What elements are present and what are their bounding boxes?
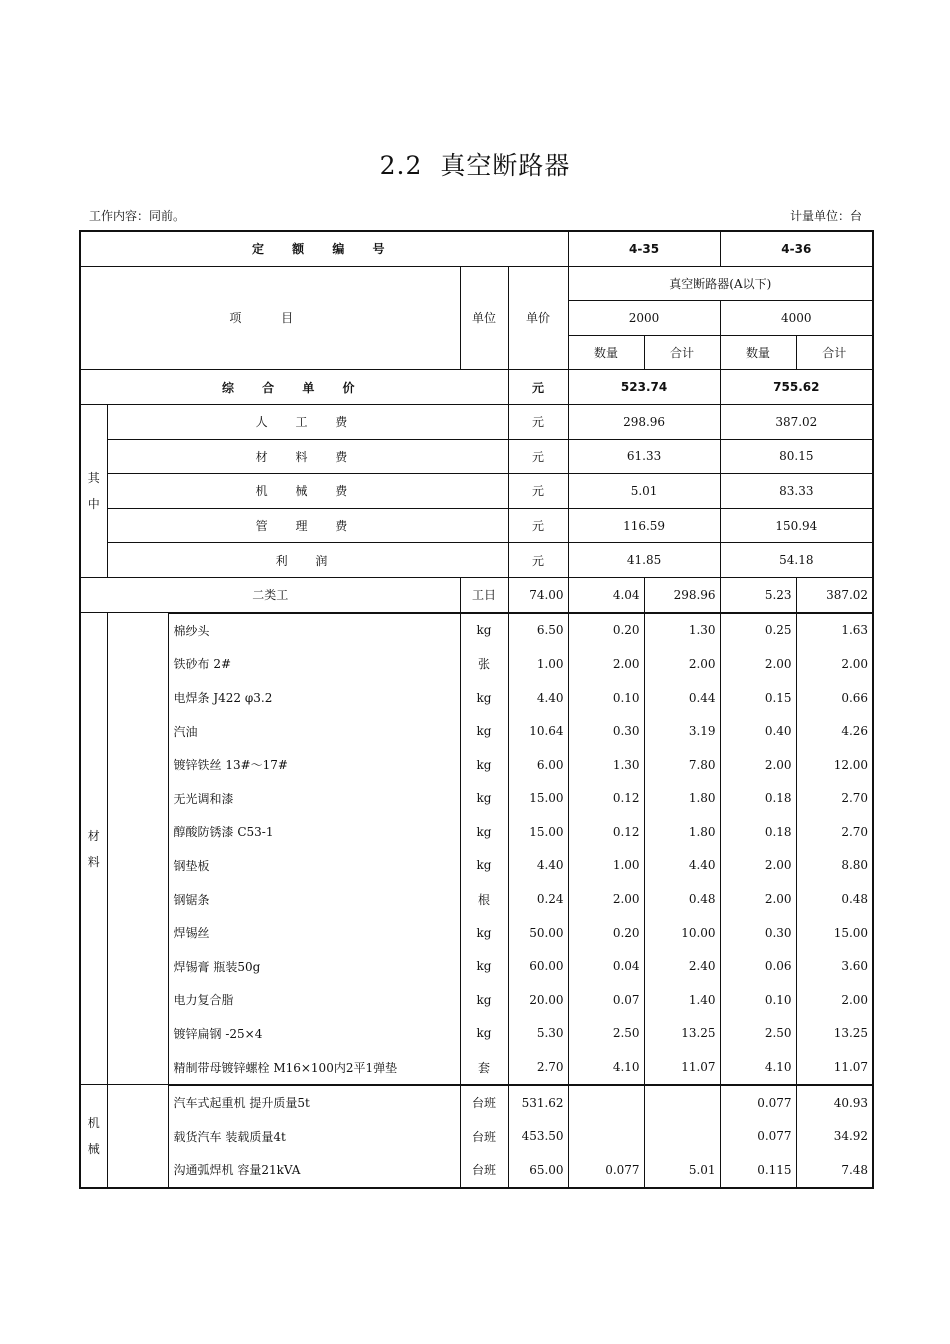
material-unit: kg (460, 1017, 508, 1051)
machinery-total-1 (644, 1119, 720, 1153)
machinery-row (80, 1153, 873, 1188)
material-total-1: 11.07 (644, 1050, 720, 1085)
page-title (0, 146, 950, 182)
section-number: 2.2 (379, 151, 423, 180)
material-qty-1: 0.07 (568, 983, 644, 1017)
material-qty-2: 0.10 (720, 983, 796, 1017)
material-row (80, 714, 873, 748)
material-price: 50.00 (508, 916, 568, 950)
material-total-1: 10.00 (644, 916, 720, 950)
breakdown-value-1: 116.59 (568, 508, 720, 543)
material-price: 15.00 (508, 782, 568, 816)
material-total-1: 4.40 (644, 849, 720, 883)
breakdown-name: 利 润 (107, 543, 508, 578)
material-unit: kg (460, 782, 508, 816)
material-qty-1: 4.10 (568, 1050, 644, 1085)
material-qty-2: 0.18 (720, 782, 796, 816)
breakdown-name: 材 料 费 (107, 439, 508, 474)
work-content: 工作内容：同前。 (89, 209, 186, 223)
material-row (80, 916, 873, 950)
labor-qty-2: 5.23 (720, 577, 796, 612)
material-qty-1: 1.00 (568, 849, 644, 883)
summary-row (80, 370, 873, 405)
category-label: 真空断路器(A以下) (568, 266, 873, 301)
material-total-1: 13.25 (644, 1017, 720, 1051)
material-qty-1: 0.12 (568, 782, 644, 816)
machinery-total-1: 5.01 (644, 1153, 720, 1188)
breakdown-value-1: 41.85 (568, 543, 720, 578)
material-price: 10.64 (508, 714, 568, 748)
material-qty-2: 2.50 (720, 1017, 796, 1051)
material-total-2: 12.00 (796, 748, 873, 782)
material-qty-2: 0.15 (720, 681, 796, 715)
breakdown-value-2: 387.02 (720, 404, 873, 439)
material-name: 汽油 (168, 714, 460, 748)
material-group-label: 材料 (80, 613, 107, 1085)
material-qty-1: 2.50 (568, 1017, 644, 1051)
material-qty-2: 0.30 (720, 916, 796, 950)
material-total-2: 11.07 (796, 1050, 873, 1085)
machinery-group-label: 机械 (80, 1085, 107, 1188)
material-qty-2: 0.25 (720, 613, 796, 648)
material-total-2: 3.60 (796, 949, 873, 983)
material-unit: 套 (460, 1050, 508, 1085)
quota-table (79, 230, 874, 1189)
material-unit: kg (460, 949, 508, 983)
breakdown-unit: 元 (508, 404, 568, 439)
machinery-qty-2: 0.115 (720, 1153, 796, 1188)
machinery-total-2: 34.92 (796, 1119, 873, 1153)
material-row (80, 983, 873, 1017)
item-label: 项 目 (80, 266, 460, 370)
material-qty-2: 0.18 (720, 815, 796, 849)
material-row (80, 782, 873, 816)
material-name: 铁砂布 2# (168, 647, 460, 681)
material-unit: kg (460, 815, 508, 849)
breakdown-value-2: 150.94 (720, 508, 873, 543)
material-total-1: 2.40 (644, 949, 720, 983)
material-qty-1: 0.20 (568, 613, 644, 648)
quota-code-1: 4-35 (568, 231, 720, 266)
breakdown-row (80, 439, 873, 474)
material-price: 5.30 (508, 1017, 568, 1051)
breakdown-unit: 元 (508, 508, 568, 543)
material-total-2: 4.26 (796, 714, 873, 748)
labor-qty-1: 4.04 (568, 577, 644, 612)
total-label-1: 合计 (644, 335, 720, 370)
labor-name: 二类工 (80, 577, 460, 612)
machinery-name: 沟通弧焊机 容量21kVA (168, 1153, 460, 1188)
material-row (80, 1017, 873, 1051)
material-name: 无光调和漆 (168, 782, 460, 816)
breakdown-group-label: 其中 (80, 404, 107, 577)
material-name: 钢锯条 (168, 882, 460, 916)
labor-total-1: 298.96 (644, 577, 720, 612)
material-name: 镀锌铁丝 13#～17# (168, 748, 460, 782)
material-row (80, 748, 873, 782)
material-price: 4.40 (508, 681, 568, 715)
labor-price: 74.00 (508, 577, 568, 612)
material-total-1: 7.80 (644, 748, 720, 782)
material-qty-1: 0.10 (568, 681, 644, 715)
labor-row (80, 577, 873, 612)
material-row (80, 849, 873, 883)
breakdown-name: 人 工 费 (107, 404, 508, 439)
material-row (80, 647, 873, 681)
material-total-1: 1.30 (644, 613, 720, 648)
machinery-blank-cell (107, 1085, 168, 1188)
material-qty-1: 2.00 (568, 647, 644, 681)
material-total-2: 0.66 (796, 681, 873, 715)
breakdown-row (80, 474, 873, 509)
machinery-unit: 台班 (460, 1119, 508, 1153)
material-price: 2.70 (508, 1050, 568, 1085)
material-row (80, 815, 873, 849)
breakdown-value-2: 54.18 (720, 543, 873, 578)
material-qty-2: 0.40 (720, 714, 796, 748)
material-total-1: 1.80 (644, 815, 720, 849)
material-total-1: 2.00 (644, 647, 720, 681)
material-price: 20.00 (508, 983, 568, 1017)
material-name: 精制带母镀锌螺栓 M16×100内2平1弹垫 (168, 1050, 460, 1085)
material-total-2: 15.00 (796, 916, 873, 950)
breakdown-unit: 元 (508, 543, 568, 578)
material-total-1: 0.44 (644, 681, 720, 715)
material-qty-2: 2.00 (720, 647, 796, 681)
unit-label: 单位 (460, 266, 508, 370)
material-total-1: 1.80 (644, 782, 720, 816)
material-qty-2: 2.00 (720, 882, 796, 916)
breakdown-value-2: 80.15 (720, 439, 873, 474)
breakdown-value-1: 61.33 (568, 439, 720, 474)
machinery-name: 汽车式起重机 提升质量5t (168, 1085, 460, 1120)
machinery-name: 载货汽车 装载质量4t (168, 1119, 460, 1153)
capacity-1: 2000 (568, 301, 720, 336)
breakdown-unit: 元 (508, 439, 568, 474)
material-qty-2: 2.00 (720, 849, 796, 883)
material-unit: kg (460, 983, 508, 1017)
material-unit: kg (460, 849, 508, 883)
capacity-2: 4000 (720, 301, 873, 336)
machinery-total-2: 40.93 (796, 1085, 873, 1120)
material-unit: kg (460, 681, 508, 715)
section-title: 真空断路器 (440, 151, 571, 180)
material-row (80, 949, 873, 983)
qty-label-2: 数量 (720, 335, 796, 370)
summary-value-2: 755.62 (720, 370, 873, 405)
labor-total-2: 387.02 (796, 577, 873, 612)
material-qty-1: 1.30 (568, 748, 644, 782)
total-label-2: 合计 (796, 335, 873, 370)
header-row-codes (80, 231, 873, 266)
material-total-1: 1.40 (644, 983, 720, 1017)
material-price: 60.00 (508, 949, 568, 983)
material-total-2: 13.25 (796, 1017, 873, 1051)
machinery-price: 65.00 (508, 1153, 568, 1188)
breakdown-value-1: 5.01 (568, 474, 720, 509)
material-qty-1: 0.12 (568, 815, 644, 849)
material-total-1: 0.48 (644, 882, 720, 916)
material-price: 4.40 (508, 849, 568, 883)
machinery-qty-2: 0.077 (720, 1119, 796, 1153)
material-total-1: 3.19 (644, 714, 720, 748)
breakdown-row (80, 543, 873, 578)
material-name: 醇酸防锈漆 C53-1 (168, 815, 460, 849)
material-unit: kg (460, 613, 508, 648)
material-row (80, 681, 873, 715)
machinery-total-1 (644, 1085, 720, 1120)
material-row (80, 1050, 873, 1085)
qty-label-1: 数量 (568, 335, 644, 370)
material-price: 0.24 (508, 882, 568, 916)
material-name: 棉纱头 (168, 613, 460, 648)
machinery-price: 531.62 (508, 1085, 568, 1120)
quota-code-label: 定 额 编 号 (80, 231, 568, 266)
machinery-total-2: 7.48 (796, 1153, 873, 1188)
machinery-qty-1: 0.077 (568, 1153, 644, 1188)
material-price: 1.00 (508, 647, 568, 681)
material-total-2: 8.80 (796, 849, 873, 883)
summary-value-1: 523.74 (568, 370, 720, 405)
material-unit: 张 (460, 647, 508, 681)
material-total-2: 2.00 (796, 647, 873, 681)
material-qty-1: 0.20 (568, 916, 644, 950)
breakdown-value-2: 83.33 (720, 474, 873, 509)
material-qty-2: 0.06 (720, 949, 796, 983)
labor-unit: 工日 (460, 577, 508, 612)
summary-label: 综 合 单 价 (80, 370, 508, 405)
material-unit: 根 (460, 882, 508, 916)
machinery-row (80, 1119, 873, 1153)
machinery-qty-1 (568, 1085, 644, 1120)
machinery-unit: 台班 (460, 1153, 508, 1188)
material-unit: kg (460, 714, 508, 748)
breakdown-unit: 元 (508, 474, 568, 509)
material-name: 钢垫板 (168, 849, 460, 883)
breakdown-row (80, 508, 873, 543)
material-total-2: 2.70 (796, 782, 873, 816)
machinery-unit: 台班 (460, 1085, 508, 1120)
material-total-2: 1.63 (796, 613, 873, 648)
material-total-2: 2.70 (796, 815, 873, 849)
breakdown-name: 管 理 费 (107, 508, 508, 543)
material-qty-2: 2.00 (720, 748, 796, 782)
price-label: 单价 (508, 266, 568, 370)
material-price: 6.00 (508, 748, 568, 782)
material-unit: kg (460, 748, 508, 782)
summary-unit: 元 (508, 370, 568, 405)
material-name: 焊锡膏 瓶装50g (168, 949, 460, 983)
material-name: 焊锡丝 (168, 916, 460, 950)
material-blank-cell (107, 613, 168, 1085)
material-name: 镀锌扁钢 -25×4 (168, 1017, 460, 1051)
breakdown-name: 机 械 费 (107, 474, 508, 509)
material-name: 电力复合脂 (168, 983, 460, 1017)
material-qty-1: 0.30 (568, 714, 644, 748)
material-price: 6.50 (508, 613, 568, 648)
material-row (80, 613, 873, 648)
breakdown-row (80, 404, 873, 439)
material-qty-1: 2.00 (568, 882, 644, 916)
material-total-2: 2.00 (796, 983, 873, 1017)
unit-of-measure: 计量单位：台 (789, 209, 862, 223)
machinery-qty-1 (568, 1119, 644, 1153)
material-price: 15.00 (508, 815, 568, 849)
material-qty-1: 0.04 (568, 949, 644, 983)
header-row-category (80, 266, 873, 301)
machinery-row (80, 1085, 873, 1120)
material-qty-2: 4.10 (720, 1050, 796, 1085)
material-unit: kg (460, 916, 508, 950)
machinery-price: 453.50 (508, 1119, 568, 1153)
material-total-2: 0.48 (796, 882, 873, 916)
breakdown-value-1: 298.96 (568, 404, 720, 439)
material-row (80, 882, 873, 916)
material-name: 电焊条 J422 φ3.2 (168, 681, 460, 715)
quota-code-2: 4-36 (720, 231, 873, 266)
machinery-qty-2: 0.077 (720, 1085, 796, 1120)
